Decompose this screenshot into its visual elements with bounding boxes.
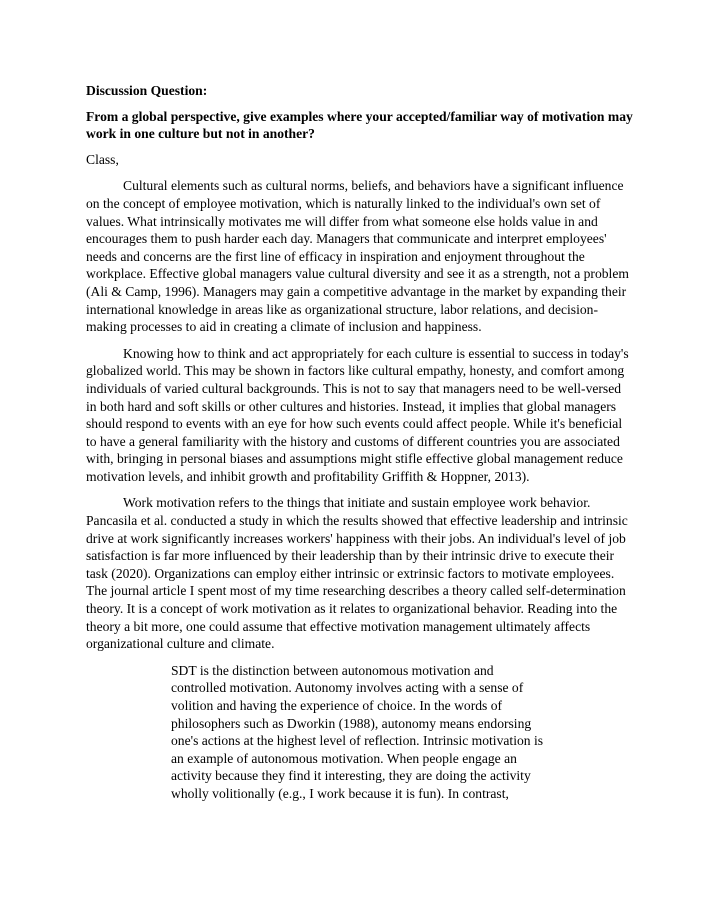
paragraph-2: Knowing how to think and act appropriately for each culture is essential to success in today's globalized world. This may be shown in factors like cultural empathy, honesty, and comfort among individuals of varied cultural backgrounds. This is not to say that managers need to be well-versed in both hard and soft skills or other cultures and histories. Instead, it implies that global managers should respond to events with an eye for how such events could affect people. While it's beneficial to have a general familiarity with the history and customs of different countries you are associated with, bringing in personal biases and assumptions might stifle effective global management reduce motivation levels, and inhibit growth and profitability Griffith & Hoppner, 2013).: [86, 345, 629, 484]
discussion-heading: Discussion Question:: [86, 83, 208, 98]
salutation: Class,: [86, 151, 119, 167]
paragraph-1: Cultural elements such as cultural norms, beliefs, and behaviors have a significant influence on the concept of employee motivation, which is naturally linked to the individual's own set of values. What intrinsically motivates me will differ from what someone else holds value in and encourages them to push harder each day. Managers that communicate and interpret employees' needs and concerns are the first line of efficacy in inspiration and enjoyment throughout the workplace. Effective global managers value cultural diversity and see it as a strength, not a problem (Ali & Camp, 1996). Managers may gain a competitive advantage in the market by expanding their international knowledge in areas like as organizational structure, labor relations, and decision-making processes to aid in creating a climate of inclusion and happiness.: [86, 178, 629, 335]
discussion-question: From a global perspective, give examples where your accepted/familiar way of motivation may work in one culture but not in another?: [86, 108, 633, 142]
paragraph-3: Work motivation refers to the things that initiate and sustain employee work behavior. Pancasila et al. conducted a study in which the results showed that effective leadership and intrinsic drive at work significantly increases workers' happiness with their jobs. An individual's level of job satisfaction is far more influenced by their leadership than by their intrinsic drive to execute their task (2020). Organizations can employ either intrinsic or extrinsic factors to motivate employees. The journal article I spent most of my time researching describes a theory called self-determination theory. It is a concept of work motivation as it relates to organizational behavior. Reading into the theory a bit more, one could assume that effective motivation management ultimately affects organizational culture and climate.: [86, 495, 628, 652]
block-quote: SDT is the distinction between autonomous motivation and controlled motivation. Autonomy involves acting with a sense of volition and having the experience of choice. In the words of philosophers such as Dworkin (1988), autonomy means endorsing one's actions at the highest level of reflection. Intrinsic motivation is an example of autonomous motivation. When people engage an activity because they find it interesting, they are doing the activity wholly volitionally (e.g., I work because it is fun). In contrast,: [171, 662, 544, 801]
document-body: [86, 82, 634, 803]
